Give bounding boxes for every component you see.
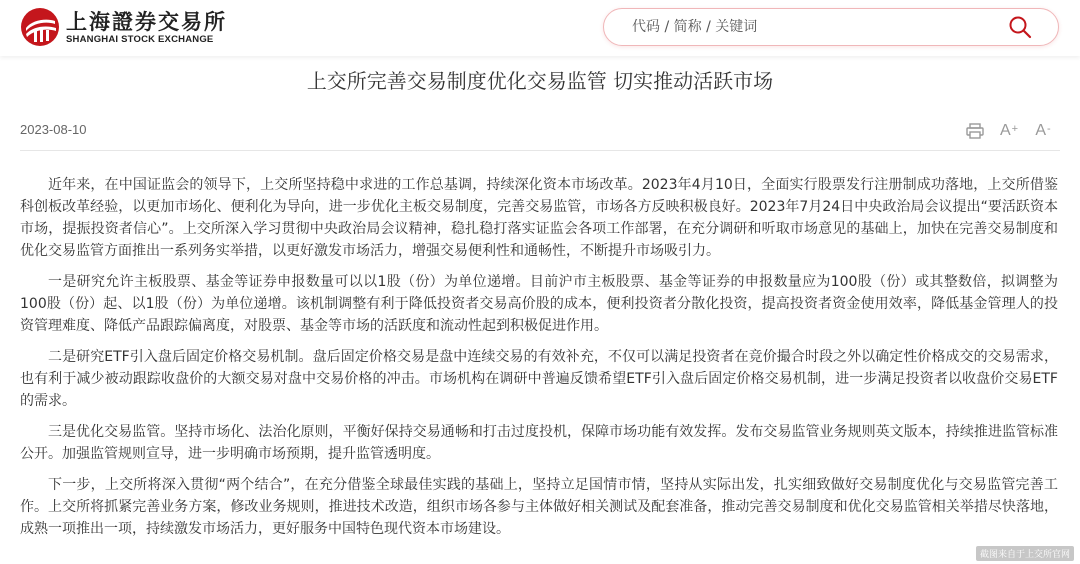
publish-date: 2023-08-10	[20, 122, 87, 137]
article-meta	[20, 120, 1060, 142]
article-paragraph: 下一步，上交所将深入贯彻“两个结合”，在充分借鉴全球最佳实践的基础上，坚持立足国情市情，坚持从实际出发，扎实细致做好交易制度优化与交易监管完善工作。上交所将抓紧完善业务方案，修改业务规则，推进技术改造，组织市场各参与主体做好相关测试及配套准备，推动完善交易制度和优化交易监管相关举措尽快落地，成熟一项推出一项，持续激发市场活力，更好服务中国特色现代资本市场建设。	[20, 477, 1058, 537]
logo-chinese-name: 上海證券交易所	[66, 8, 227, 34]
article-body	[20, 174, 1058, 549]
logo-english-name: SHANGHAI STOCK EXCHANGE	[66, 33, 214, 45]
article-paragraph: 二是研究ETF引入盘后固定价格交易机制。盘后固定价格交易是盘中连续交易的有效补充，不仅可以满足投资者在竞价撮合时段之外以确定性价格成交的交易需求，也有利于减少被动跟踪收盘价的大额交易对盘中交易价格的冲击。市场机构在调研中普遍反馈希望ETF引入盘后固定价格交易机制，进一步满足投资者以收盘价交易ETF的需求。	[20, 349, 1058, 409]
printer-icon	[966, 123, 984, 139]
font-decrease-button[interactable]	[1032, 120, 1054, 142]
font-increase-sign: +	[1011, 123, 1019, 135]
search-input[interactable]	[632, 9, 992, 45]
article-tools	[964, 120, 1054, 142]
font-increase-letter: A	[999, 122, 1011, 139]
logo-wordmark	[66, 10, 227, 45]
font-increase-button[interactable]	[998, 120, 1020, 142]
font-decrease-letter: A	[1035, 122, 1046, 139]
screenshot-watermark: 截图来自于上交所官网	[976, 546, 1074, 561]
print-button[interactable]	[964, 120, 986, 142]
search-box[interactable]	[603, 8, 1059, 46]
site-header	[0, 0, 1080, 56]
article-paragraph: 三是优化交易监管。坚持市场化、法治化原则，平衡好保持交易通畅和打击过度投机，保障市场功能有效发挥。发布交易监管业务规则英文版本，持续推进监管标准公开。加强监管规则宣导，进一步明确市场预期，提升监管透明度。	[20, 424, 1058, 462]
article-paragraph: 一是研究允许主板股票、基金等证券申报数量可以以1股（份）为单位递增。目前沪市主板股票、基金等证券的申报数量应为100股（份）或其整数倍，拟调整为100股（份）起、以1股（份）为单位递增。该机制调整有利于降低投资者交易高价股的成本，便利投资者分散化投资，提高投资者资金使用效率，降低基金管理人的投资管理难度、降低产品跟踪偏离度，对股票、基金等市场的活跃度和流动性起到积极促进作用。	[20, 274, 1058, 334]
meta-divider	[20, 150, 1060, 151]
article-title: 上交所完善交易制度优化交易监管 切实推动活跃市场	[306, 69, 774, 93]
font-decrease-sign: -	[1047, 123, 1051, 135]
article-paragraph: 近年来，在中国证监会的领导下，上交所坚持稳中求进的工作总基调，持续深化资本市场改革。2023年4月10日，全面实行股票发行注册制成功落地，上交所借鉴科创板改革经验，以更加市场化、便利化为导向，进一步优化主板交易制度，完善交易监管，市场各方反映积极良好。2023年7月24日中央政治局会议提出“要活跃资本市场，提振投资者信心”。上交所深入学习贯彻中央政治局会议精神，稳扎稳打落实证监会各项工作部署，在充分调研和听取市场意见的基础上，加快在完善交易制度和优化交易监管方面推出一系列务实举措，以更好激发市场活力，增强交易便利性和通畅性，不断提升市场吸引力。	[20, 177, 1058, 259]
sse-emblem-icon	[20, 7, 60, 47]
sse-logo[interactable]	[20, 6, 227, 48]
search-icon[interactable]	[1008, 15, 1032, 39]
